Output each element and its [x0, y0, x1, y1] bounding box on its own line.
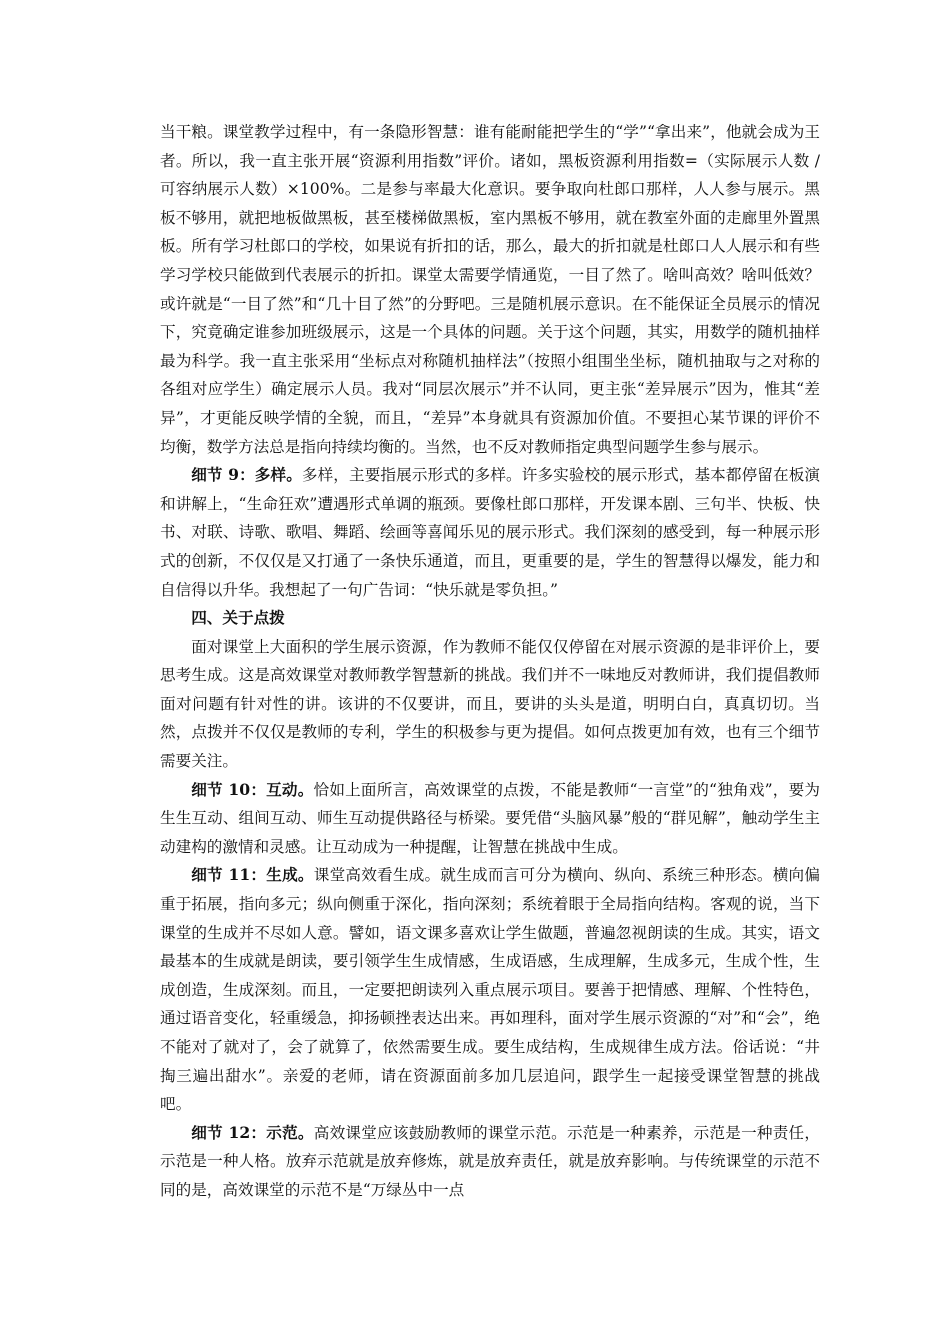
section-heading: 四、关于点拨	[191, 608, 285, 628]
paragraph-text: 多样，主要指展示形式的多样。许多实验校的展示形式，基本都停留在板演和讲解上，“生命狂欢”遭遇形式单调的瓶颈。要像杜郎口那样，开发课本剧、三句半、快板、快书、对联、诗歌、歌唱、舞蹈、绘画等喜闻乐见的展示形式。我们深刻的感受到，每一种展示形式的创新，不仅仅是又打通了一条快乐通道，而且，更重要的是，学生的智慧得以爆发，能力和自信得以升华。我想起了一句广告词：“快乐就是零负担。”	[160, 466, 820, 599]
document-body	[160, 118, 820, 1205]
paragraph-detail-10	[160, 776, 820, 862]
paragraph-guidance-intro	[160, 633, 820, 776]
paragraph-detail-9	[160, 461, 820, 604]
paragraph-text: 课堂高效看生成。就生成而言可分为横向、纵向、系统三种形态。横向偏重于拓展，指向多元；纵向侧重于深化，指向深刻；系统着眼于全局指向结构。客观的说，当下课堂的生成并不尽如人意。譬如，语文课多喜欢让学生做题，普遍忽视朗读的生成。其实，语文最基本的生成就是朗读，要引领学生生成情感，生成语感，生成理解，生成多元，生成个性，生成创造，生成深刻。而且，一定要把朗读列入重点展示项目。要善于把情感、理解、个性特色，通过语音变化，轻重缓急，抑扬顿挫表达出来。再如理科，面对学生展示资源的“对”和“会”，绝不能对了就对了，会了就算了，依然需要生成。要生成结构，生成规律生成方法。俗话说：“井掏三遍出甜水”。亲爱的老师，请在资源面前多加几层追问，跟学生一起接受课堂智慧的挑战吧。	[160, 866, 820, 1114]
paragraph-text: 当干粮。课堂教学过程中，有一条隐形智慧：谁有能耐能把学生的“学”“拿出来”，他就会成为王者。所以，我一直主张开展“资源利用指数”评价。诸如，黑板资源利用指数=（实际展示人数 / 可容纳展示人数）×100%。二是参与率最大化意识。要争取向杜郎口那样，人人参与展示。黑板不够用，就把地板做黑板，甚至楼梯做黑板，室内黑板不够用，就在教室外面的走廊里外置黑板。所有学习杜郎口的学校，如果说有折扣的话，那么，最大的折扣就是杜郎口人人展示和有些学习学校只能做到代表展示的折扣。课堂太需要学情通览，一目了然了。啥叫高效？啥叫低效？或许就是“一目了然”和“几十目了然”的分野吧。三是随机展示意识。在不能保证全员展示的情况下，究竟确定谁参加班级展示，这是一个具体的问题。关于这个问题，其实，用数学的随机抽样最为科学。我一直主张采用“坐标点对称随机抽样法”（按照小组围坐坐标，随机抽取与之对称的各组对应学生）确定展示人员。我对“同层次展示”并不认同，更主张“差异展示”因为，惟其“差异”，才更能反映学情的全貌，而且，“差异”本身就具有资源加价值。不要担心某节课的评价不均衡，数学方法总是指向持续均衡的。当然，也不反对教师指定典型问题学生参与展示。	[160, 123, 820, 456]
detail-heading: 细节 10：互动。	[191, 779, 314, 799]
paragraph-detail-12	[160, 1119, 820, 1205]
paragraph-resource-utilization	[160, 118, 820, 461]
detail-heading: 细节 9：多样。	[191, 465, 302, 485]
paragraph-text: 高效课堂应该鼓励教师的课堂示范。示范是一种素养，示范是一种责任，示范是一种人格。放弃示范就是放弃修炼，就是放弃责任，就是放弃影响。与传统课堂的示范不同的是，高效课堂的示范不是“万绿丛中一点	[160, 1123, 820, 1199]
detail-heading: 细节 11：生成。	[191, 865, 314, 885]
detail-heading: 细节 12：示范。	[191, 1122, 314, 1142]
paragraph-text: 面对课堂上大面积的学生展示资源，作为教师不能仅仅停留在对展示资源的是非评价上，要思考生成。这是高效课堂对教师教学智慧新的挑战。我们并不一味地反对教师讲，我们提倡教师面对问题有针对性的讲。该讲的不仅要讲，而且，要讲的头头是道，明明白白，真真切切。当然，点拨并不仅仅是教师的专利，学生的积极参与更为提倡。如何点拨更加有效，也有三个细节需要关注。	[160, 637, 820, 771]
paragraph-detail-11	[160, 861, 820, 1118]
paragraph-text: 恰如上面所言，高效课堂的点拨，不能是教师“一言堂”的“独角戏”，要为生生互动、组间互动、师生互动提供路径与桥梁。要凭借“头脑风暴”般的“群见解”，触动学生主动建构的激情和灵感。让互动成为一种提醒，让智慧在挑战中生成。	[160, 780, 820, 856]
